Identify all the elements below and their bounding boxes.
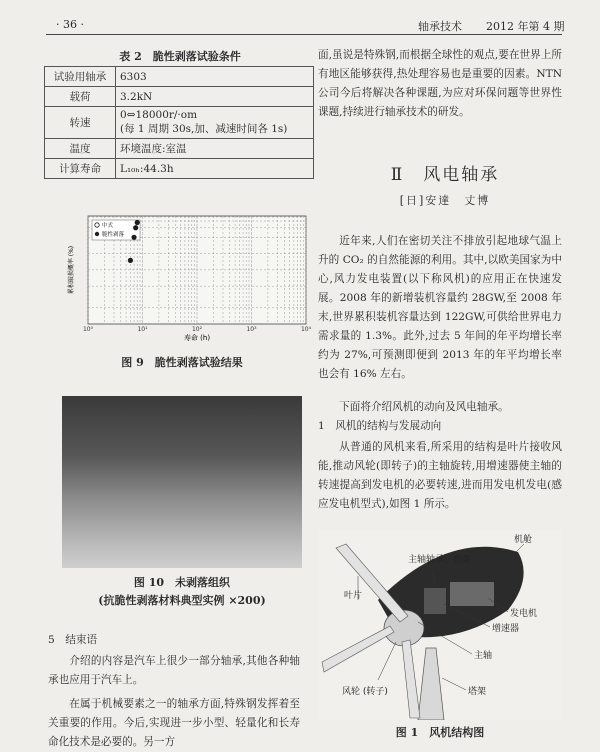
section5-paragraph-1: 介绍的内容是汽车上很少一部分轴承,其他各种轴承也应用于汽车上。 [48,655,300,686]
fig1-caption: 图 1 风机结构图 [395,726,485,739]
table-cell-value: 3.2kN [116,87,314,107]
subsection-heading: 1 风机的结构与发展动向 [318,420,442,432]
article-paragraph-3: 从普通的风机来看,所采用的结构是叶片接收风能,推动风轮(即转子)的主轴旋转,用增速器使主轴的转速提高到发电机的必要转速,进而用发电机发电(感应发电机型式),如图 1 所示。 [318,441,562,510]
table-cell-label: 载荷 [45,87,116,107]
x-tick-labels [83,326,312,333]
speed-value: 0⇔18000r/·om [120,109,198,121]
header-rule [46,34,562,35]
legend-label: 中式 [102,223,114,229]
table-cell-value [116,107,314,139]
data-point [133,225,138,230]
section5-heading: 5 结束语 [48,634,98,646]
fig9-chart [66,212,312,342]
section5-paragraph-2: 在属于机械要素之一的轴承方面,特殊钢发挥着至关重要的作用。今后,实现进一步小型、轻量化和长寿命化技术是必要的。另一方 [48,698,300,748]
journal-name: 轴承技术 [418,20,462,33]
x-tick-label: 10³ [246,326,257,333]
gearbox-shape [424,588,446,614]
label-blade: 叶片 [344,591,363,601]
x-tick-label: 10⁰ [82,326,94,333]
table2 [44,66,314,179]
article-authors: [日]安達 丈博 [399,194,491,207]
data-point [131,235,136,240]
issue-label: 2012 年第 4 期 [486,20,565,33]
table-row [45,139,314,159]
fig1-wind-turbine-diagram [318,530,562,720]
article-paragraph-2: 下面将介绍风机的动向及风电轴承。 [339,401,509,413]
legend-label: 脆性剥落 [102,232,125,238]
data-point [128,258,133,263]
fig10-caption: 图 10 未剥落组织 [133,576,231,589]
generator-shape [450,582,494,606]
label-main-bearing: 主轴轴承、机架 [408,555,472,565]
legend-marker-filled [95,232,99,236]
label-main-shaft: 主轴 [474,651,493,661]
fig10-subcaption: (抗脆性剥落材料典型实例 ×200) [98,594,266,607]
label-rotor: 风轮 (转子) [342,687,388,697]
table-row [45,159,314,179]
x-tick-label: 10¹ [137,326,148,333]
x-tick-label: 10² [191,326,203,333]
table-cell-label: 转速 [45,107,116,139]
label-tower: 塔架 [468,687,487,697]
table-cell-value: 环境温度:室温 [116,139,314,159]
table-row [45,87,314,107]
table-row [45,67,314,87]
continued-paragraph: 面,虽说是特殊钢,而根据全球性的观点,要在世界上所有地区能够获得,热处理容易也是重要的因素。NTN 公司今后将解决各种课题,为应对环保问题等世界性课题,持续进行轴承技术的研发。 [318,49,562,118]
fig10-micrograph [62,396,302,568]
x-tick-label: 10⁴ [300,326,312,333]
label-generator: 发电机 [510,609,538,619]
table2-title: 表 2 脆性剥落试验条件 [119,50,241,63]
label-nacelle: 机舱 [514,535,533,545]
label-gearbox: 增速器 [492,624,520,634]
table-cell-value: L₁₀ₕ:44.3h [116,159,314,179]
table-cell-label: 试验用轴承 [45,67,116,87]
y-axis-label: 累积破损概率 (%) [68,245,75,295]
speed-cycle-note: (每 1 周期 30s,加、减速时间各 1s) [120,123,288,135]
page-number: · 36 · [56,18,84,31]
table-cell-value: 6303 [116,67,314,87]
table-row [45,107,314,139]
article-title: Ⅱ 风电轴承 [390,165,500,185]
data-point [135,220,140,225]
article-paragraph-1: 近年来,人们在密切关注不排放引起地球气温上升的 CO₂ 的自然能源的利用。其中,以欧美国家为中心,风力发电装置(以下称风机)的应用正在快速发展。2008 年的新增装机容量约 28GW,至 2008 年末,世界累积装机容量达到 122GW,可供给世界电力需求量的 1.3%。此外,过去 5 年间的年平均增长率约为 27%,可预测即便到 2013 年的年平均增长率也会有 16% 左右。 [318,235,562,380]
x-axis-label: 寿命 (h) [183,334,211,342]
table-cell-label: 计算寿命 [45,159,116,179]
fig9-caption: 图 9 脆性剥落试验结果 [121,356,243,369]
table-cell-label: 温度 [45,139,116,159]
